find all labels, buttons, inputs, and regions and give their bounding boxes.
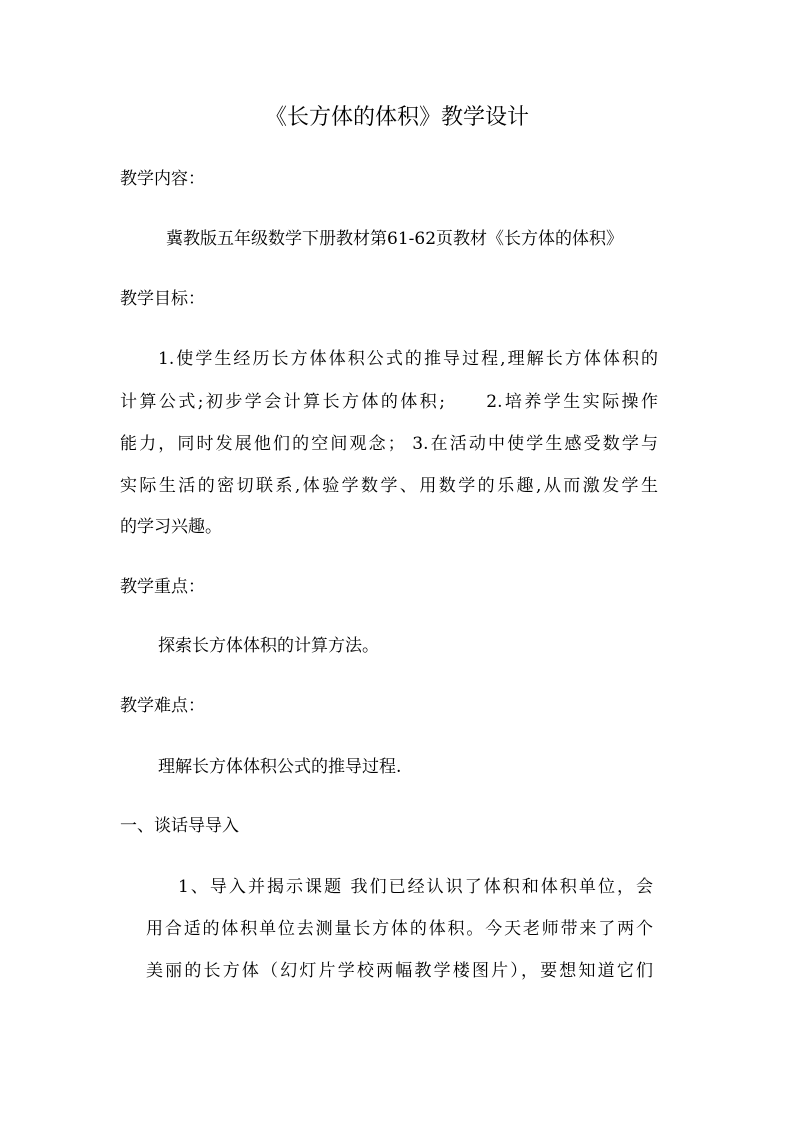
key-point-text: 探索长方体体积的计算方法。 [158,636,379,656]
goals-line-2: 计算公式;初步学会计算长方体的体积; 2.培养学生实际操作 [120,392,658,412]
content-heading: 教学内容： [120,169,205,189]
goals-line-4: 实际生活的密切联系,体验学数学、用数学的乐趣,从而激发学生 [120,476,658,496]
key-point-heading: 教学重点： [120,577,205,597]
difficulty-text: 理解长方体体积公式的推导过程. [158,757,402,777]
document-title: 《长方体的体积》教学设计 [264,105,529,130]
part1-heading: 一、谈话导导入 [120,816,239,836]
part1-line-3: 美丽的长方体（幻灯片学校两幅教学楼图片），要想知道它们 [146,961,653,981]
goals-line-1: 1.使学生经历长方体体积公式的推导过程,理解长方体体积的 [158,349,658,369]
part1-line-2: 用合适的体积单位去测量长方体的体积。今天老师带来了两个 [146,919,653,939]
difficulty-heading: 教学难点： [120,696,205,716]
part1-line-1: 1、导入并揭示课题 我们已经认识了体积和体积单位，会 [178,877,653,897]
goals-heading: 教学目标： [120,289,205,309]
goals-line-3: 能力，同时发展他们的空间观念； 3.在活动中使学生感受数学与 [120,434,658,454]
content-text: 冀教版五年级数学下册教材第61-62页教材《长方体的体积》 [166,229,624,249]
goals-line-5: 的学习兴趣。 [120,517,222,537]
